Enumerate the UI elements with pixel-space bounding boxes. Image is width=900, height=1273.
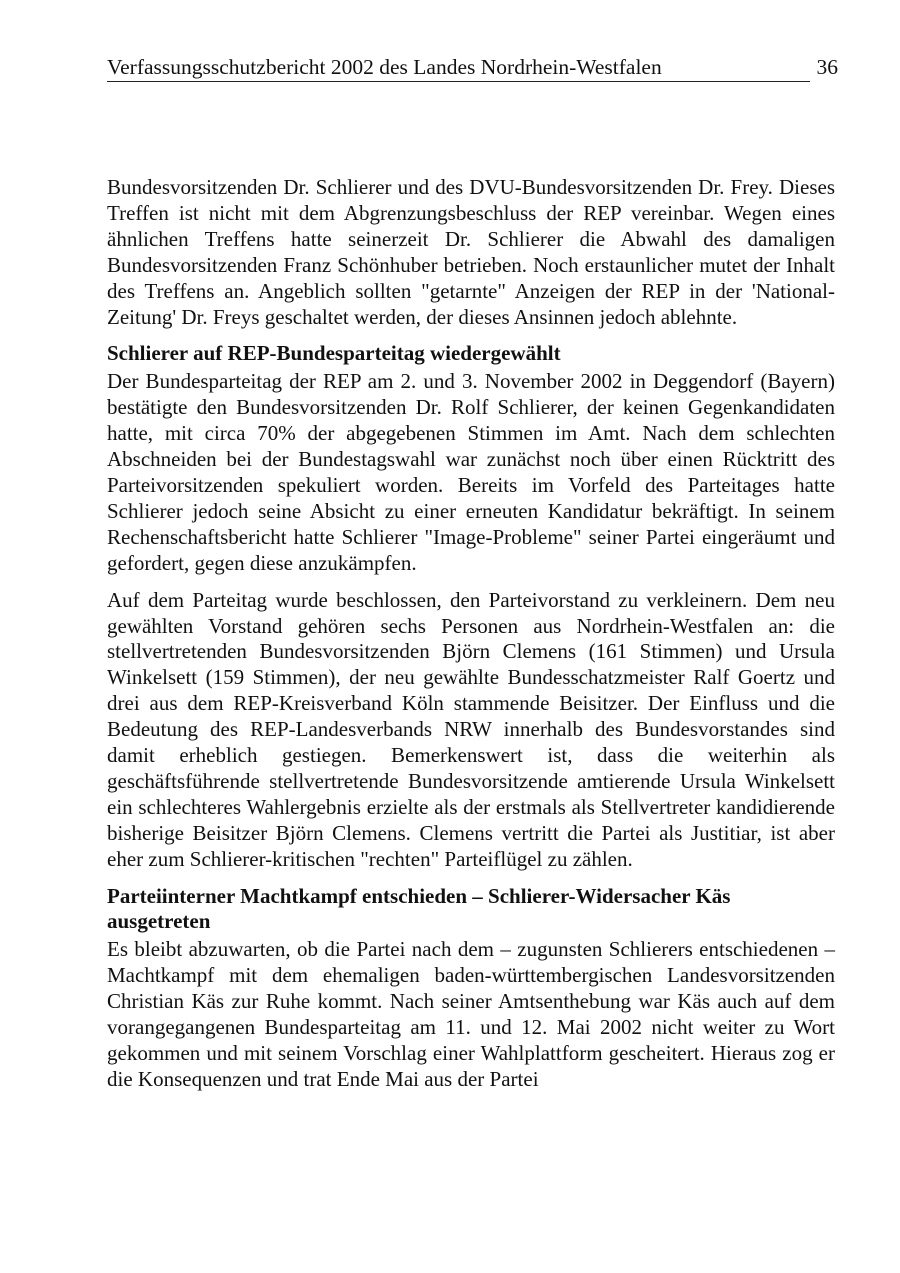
running-header-title: Verfassungsschutzbericht 2002 des Landes Nordrhein-Westfalen bbox=[107, 55, 662, 79]
body-paragraph-3: Auf dem Parteitag wurde beschlossen, den Parteivorstand zu verkleinern. Dem neu gewählten Vorstand gehören sechs Personen aus Nordrhein-Westfalen an: die stellvertretenden Bundesvorsitzenden Björn Clemens (161 Stimmen) und Ursula Winkelsett (159 Stimmen), der neu gewählte Bundesschatzmeister Ralf Goertz und drei aus dem REP-Kreisverband Köln stammende Beisitzer. Der Einfluss und die Bedeutung des REP-Landesverbands NRW innerhalb des Bundesvorstandes sind damit erheblich gestiegen. Bemerkenswert ist, dass die weiterhin als geschäftsführende stellvertretende Bundesvorsitzende amtierende Ursula Winkelsett ein schlechteres Wahlergebnis erzielte als der erstmals als Stellvertreter kandidierende bisherige Beisitzer Björn Clemens. Clemens vertritt die Partei als Justitiar, ist aber eher zum Schlierer-kritischen "rechten" Parteiflügel zu zählen. bbox=[107, 587, 835, 871]
section-heading-machtkampf: Parteiinterner Machtkampf entschieden – Schlierer-Widersacher Käs ausgetreten bbox=[107, 883, 731, 934]
page-number: 36 bbox=[816, 55, 838, 79]
header-rule bbox=[107, 81, 810, 82]
body-paragraph-2: Der Bundesparteitag der REP am 2. und 3. November 2002 in Deggendorf (Bayern) bestätigte den Bundesvorsitzenden Dr. Rolf Schlierer, der keinen Gegenkandidaten hatte, mit circa 70% der abgegebenen Stimmen im Amt. Nach dem schlechten Abschneiden bei der Bundestagswahl war zunächst noch über einen Rücktritt des Parteivorsitzenden spekuliert worden. Bereits im Vorfeld des Parteitages hatte Schlierer jedoch seine Absicht zu einer erneuten Kandidatur bekräftigt. In seinem Rechenschaftsbericht hatte Schlierer "Image-Probleme" seiner Partei eingeräumt und gefordert, gegen diese anzukämpfen. bbox=[107, 369, 835, 575]
body-paragraph-1: Bundesvorsitzenden Dr. Schlierer und des DVU-Bundesvorsitzenden Dr. Frey. Dieses Treffen ist nicht mit dem Abgrenzungsbeschluss der REP vereinbar. Wegen eines ähnlichen Treffens hatte seinerzeit Dr. Schlierer die Abwahl des damaligen Bundesvorsitzenden Franz Schönhuber betrieben. Noch erstaunlicher mutet der Inhalt des Treffens an. Angeblich sollten "getarnte" Anzeigen der REP in der 'National-Zeitung' Dr. Freys geschaltet werden, der dieses Ansinnen jedoch ablehnte. bbox=[107, 175, 835, 329]
page-header bbox=[107, 52, 838, 84]
page-body bbox=[107, 175, 835, 1104]
section-heading-schlierer-wiedergewaehlt: Schlierer auf REP-Bundesparteitag wiedergewählt bbox=[107, 341, 561, 366]
body-paragraph-4: Es bleibt abzuwarten, ob die Partei nach dem – zugunsten Schlierers entschiedenen – Machtkampf mit dem ehemaligen baden-württembergischen Landesvorsitzenden Christian Käs zur Ruhe kommt. Nach seiner Amtsenthebung war Käs auch auf dem vorangegangenen Bundesparteitag am 11. und 12. Mai 2002 nicht weiter zu Wort gekommen und mit seinem Vorschlag einer Wahlplattform gescheitert. Hieraus zog er die Konsequenzen und trat Ende Mai aus der Partei bbox=[107, 937, 835, 1091]
